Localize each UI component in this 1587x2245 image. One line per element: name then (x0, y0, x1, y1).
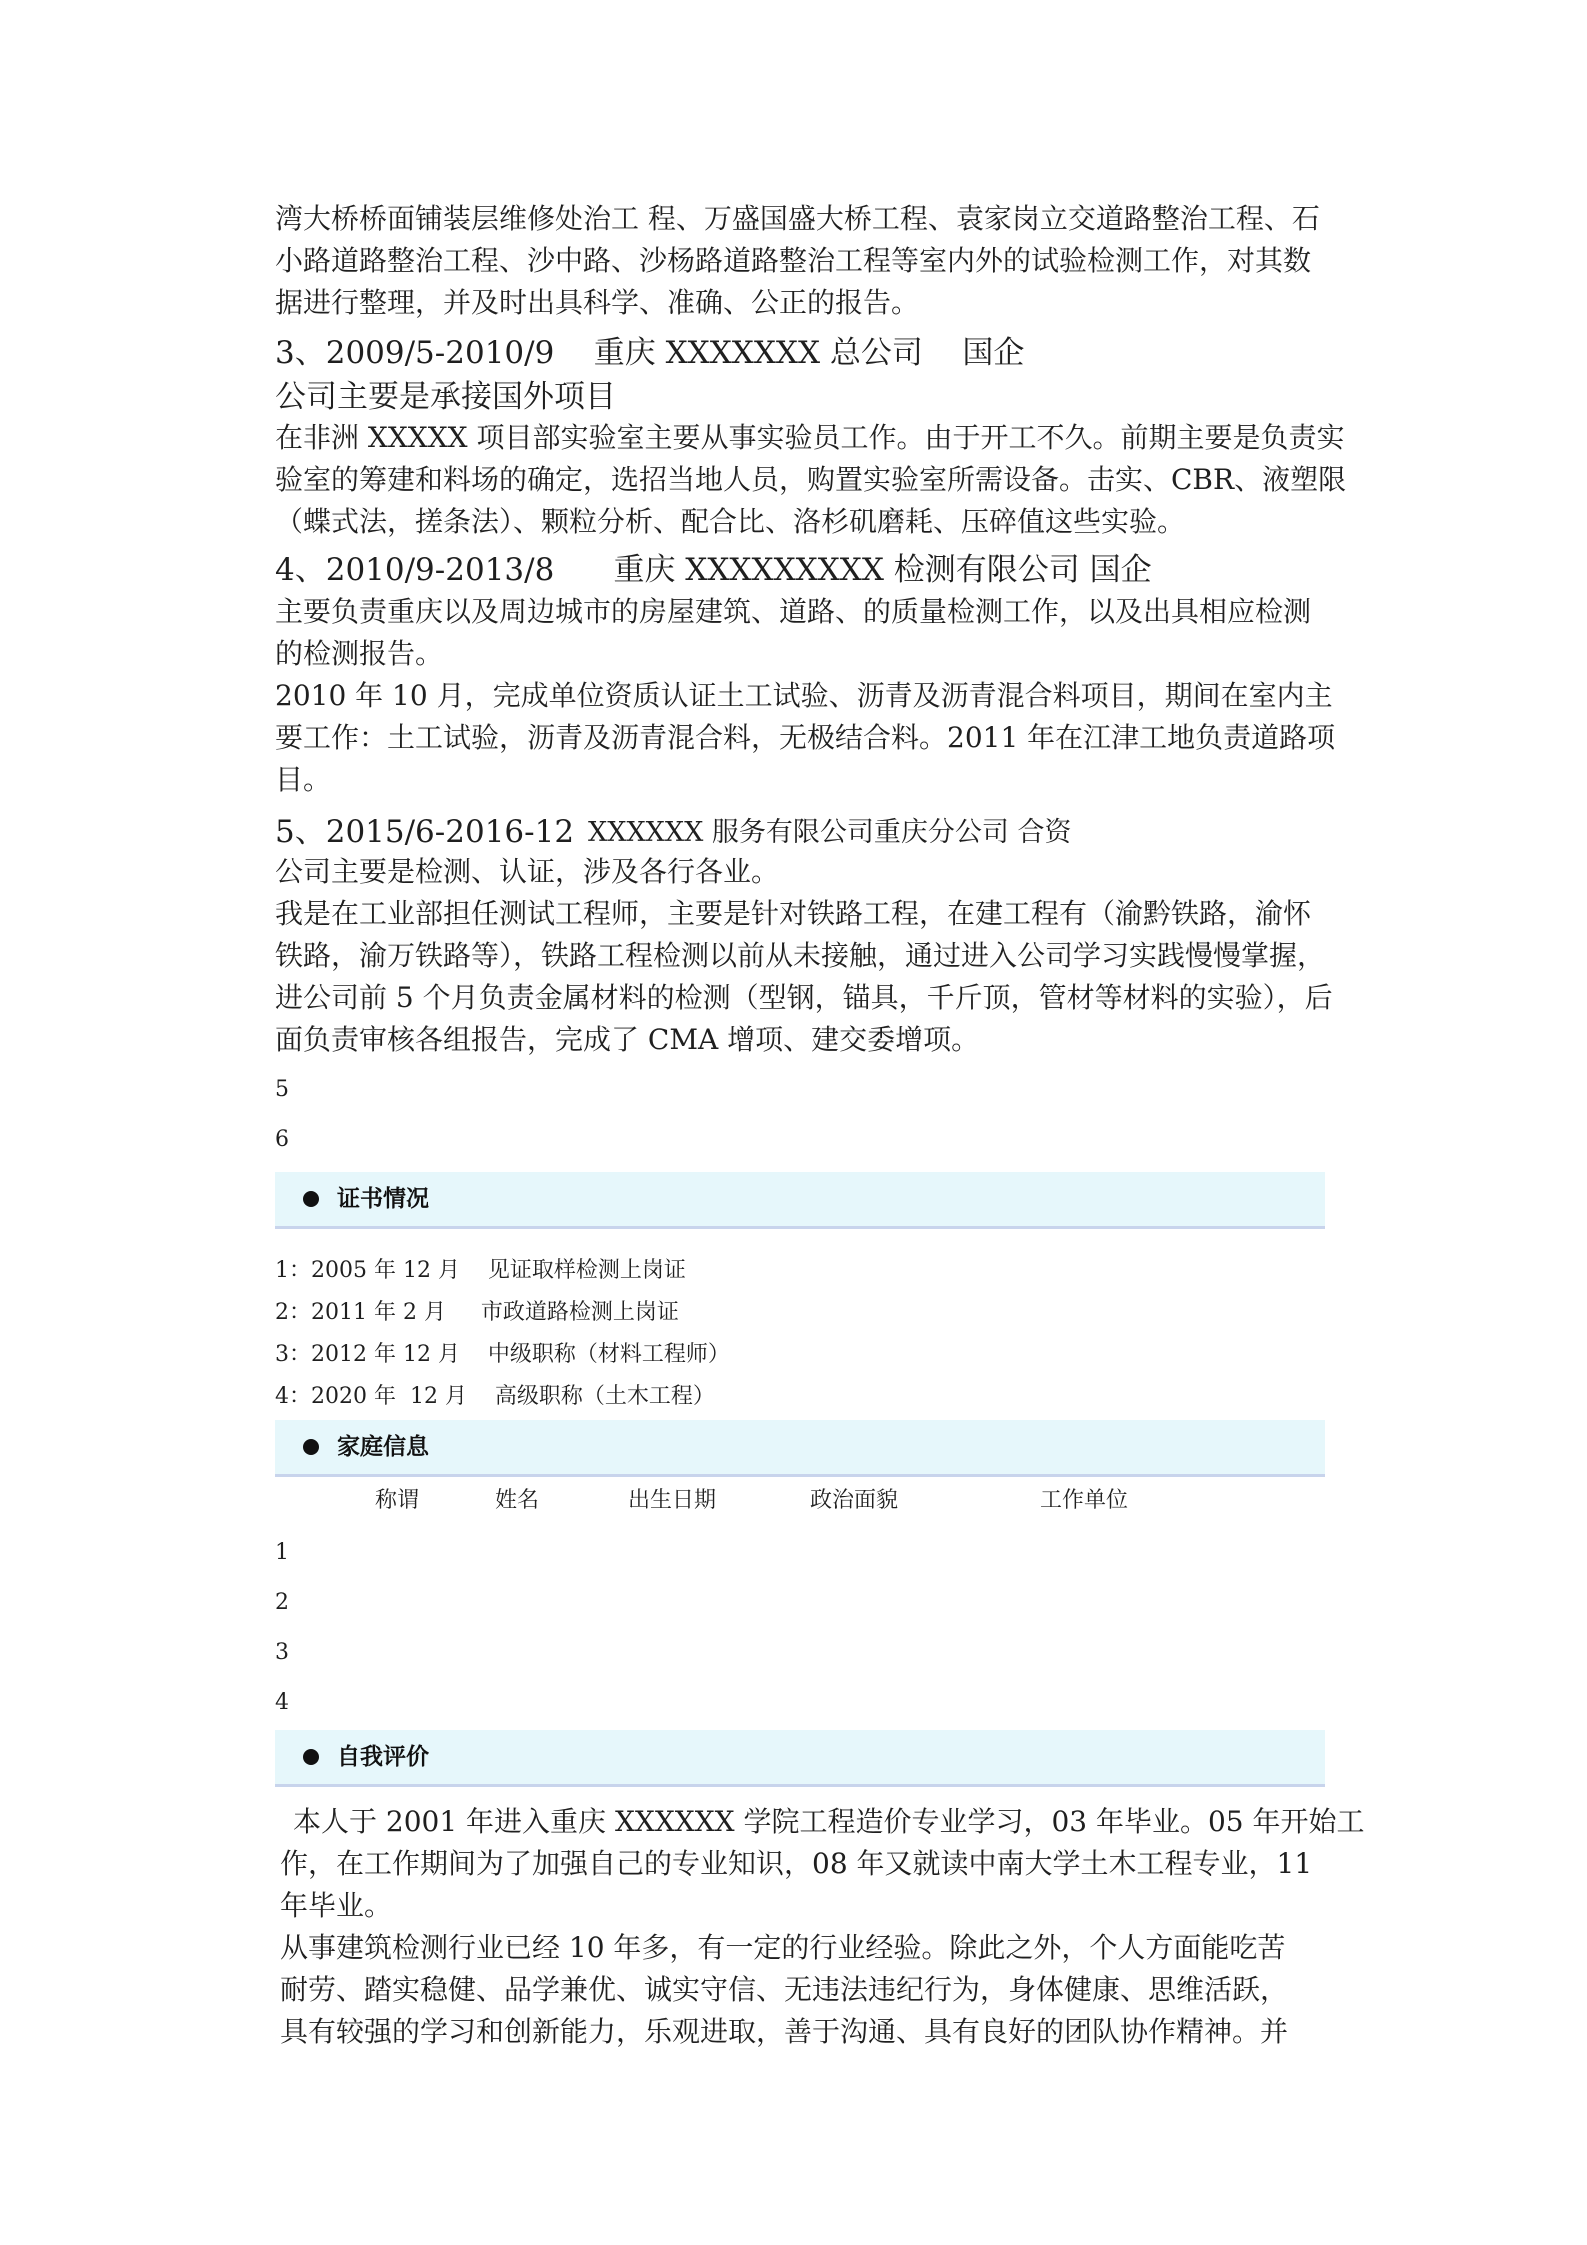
family-row-number: 1 (275, 1540, 289, 1565)
certificate-item: 2：2011 年 2 月 市政道路检测上岗证 (275, 1300, 679, 1325)
job-subheading: 公司主要是承接国外项目 (275, 379, 616, 415)
job-line: 在非洲 XXXXX 项目部实验室主要从事实验员工作。由于开工不久。前期主要是负责实 (275, 421, 1345, 454)
job-line: 2010 年 10 月，完成单位资质认证土工试验、沥青及沥青混合料项目，期间在室内主 (275, 679, 1333, 712)
intro-line: 据进行整理，并及时出具科学、准确、公正的报告。 (275, 286, 920, 319)
family-row-number: 3 (275, 1640, 289, 1665)
intro-line: 湾大桥桥面铺装层维修处治工 程、万盛国盛大桥工程、袁家岗立交道路整治工程、石 (275, 202, 1320, 235)
certificate-item: 4：2020 年 12 月 高级职称（土木工程） (275, 1384, 715, 1409)
job-line: （蝶式法，搓条法）、颗粒分析、配合比、洛杉矶磨耗、压碎值这些实验。 (275, 505, 1186, 538)
job-line: 验室的筹建和料场的确定，选招当地人员，购置实验室所需设备。击实、CBR、液塑限 (275, 463, 1347, 496)
self-evaluation-line: 作，在工作期间为了加强自己的专业知识，08 年又就读中南大学土木工程专业，11 (280, 1847, 1313, 1880)
list-number: 5 (275, 1077, 289, 1102)
certificate-item: 1：2005 年 12 月 见证取样检测上岗证 (275, 1258, 686, 1283)
family-column-header: 称谓 (375, 1488, 420, 1513)
self-evaluation-line: 年毕业。 (280, 1889, 393, 1922)
section-title: 证书情况 (337, 1186, 429, 1212)
self-evaluation-line: 从事建筑检测行业已经 10 年多，有一定的行业经验。除此之外，个人方面能吃苦 (280, 1931, 1286, 1964)
family-row-number: 4 (275, 1690, 289, 1715)
self-evaluation-line: 本人于 2001 年进入重庆 XXXXXX 学院工程造价专业学习，03 年毕业。05 年开始工 (293, 1805, 1365, 1838)
job-line: 铁路，渝万铁路等），铁路工程检测以前从未接触，通过进入公司学习实践慢慢掌握， (275, 939, 1326, 972)
family-column-header: 姓名 (495, 1488, 540, 1513)
family-column-header: 工作单位 (1040, 1488, 1129, 1513)
job-line: 面负责审核各组报告，完成了 CMA 增项、建交委增项。 (275, 1023, 980, 1056)
job-line: 要工作：土工试验，沥青及沥青混合料，无极结合料。2011 年在江津工地负责道路项 (275, 721, 1336, 754)
certificate-item: 3：2012 年 12 月 中级职称（材料工程师） (275, 1342, 730, 1367)
family-row-number: 2 (275, 1590, 289, 1615)
self-evaluation-section-header (275, 1730, 1325, 1787)
self-evaluation-line: 具有较强的学习和创新能力，乐观进取，善于沟通、具有良好的团队协作精神。并 (280, 2015, 1289, 2048)
job-line: 目。 (275, 763, 332, 796)
bullet-icon (303, 1439, 319, 1455)
job-heading: 4、2010/9-2013/8 重庆 XXXXXXXXX 检测有限公司 国企 (275, 552, 1152, 588)
job-line: 主要负责重庆以及周边城市的房屋建筑、道路、的质量检测工作，以及出具相应检测 (275, 595, 1312, 628)
job-line: 的检测报告。 (275, 637, 444, 670)
job-heading: 3、2009/5-2010/9 重庆 XXXXXXX 总公司 国企 (275, 335, 1025, 371)
self-evaluation-line: 耐劳、踏实稳健、品学兼优、诚实守信、无违法违纪行为，身体健康、思维活跃， (280, 1973, 1289, 2006)
bullet-icon (303, 1749, 319, 1765)
intro-line: 小路道路整治工程、沙中路、沙杨路道路整治工程等室内外的试验检测工作，对其数 (275, 244, 1312, 277)
job-line: 公司主要是检测、认证，涉及各行各业。 (275, 855, 780, 888)
job-heading-period: 5、2015/6-2016-12 (275, 814, 575, 850)
job-line: 进公司前 5 个月负责金属材料的检测（型钢，锚具，千斤顶，管材等材料的实验），后 (275, 981, 1333, 1014)
family-column-header: 政治面貌 (810, 1488, 899, 1513)
section-title: 家庭信息 (337, 1434, 429, 1460)
job-heading-company: XXXXXX 服务有限公司重庆分公司 合资 (588, 817, 1072, 848)
certificates-section-header (275, 1172, 1325, 1229)
list-number: 6 (275, 1127, 289, 1152)
family-column-header: 出生日期 (628, 1488, 717, 1513)
job-line: 我是在工业部担任测试工程师，主要是针对铁路工程，在建工程有（渝黔铁路，渝怀 (275, 897, 1312, 930)
family-section-header (275, 1420, 1325, 1477)
bullet-icon (303, 1191, 319, 1207)
section-title: 自我评价 (337, 1744, 429, 1770)
